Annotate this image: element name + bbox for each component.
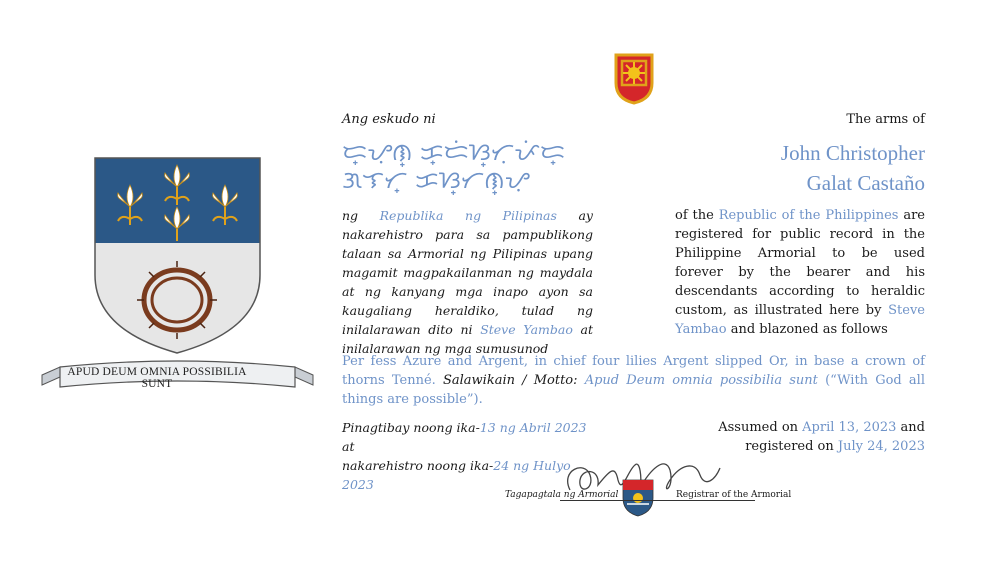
en-arms-label: The arms of bbox=[846, 112, 925, 127]
registrar-label-fil: Tagapagtala ng Armorial bbox=[505, 490, 619, 500]
republika-link[interactable]: Republika ng Pilipinas bbox=[379, 208, 557, 223]
fil-assumed-date: 13 ng Abril 2023 bbox=[479, 420, 587, 435]
baybayin-name bbox=[342, 138, 582, 198]
bearer-name-line-2: Galat Castaño bbox=[806, 171, 925, 195]
en-registered-date: July 24, 2023 bbox=[837, 439, 925, 454]
baybayin-line-2: ᜄᜎᜆ᜔ ᜃᜐ᜔ᜆᜈ᜔ᜌᜓ bbox=[342, 166, 530, 194]
registrar-label-en: Registrar of the Armorial bbox=[676, 490, 792, 500]
bearer-name bbox=[675, 138, 925, 198]
motto-label: Salawikain / Motto: bbox=[435, 373, 585, 388]
bearer-name-line-1: John Christopher bbox=[780, 141, 925, 165]
motto-translation: (“With God all things are possible”). bbox=[342, 373, 925, 407]
en-dates: Assumed on April 13, 2023 and registered on July 24, 2023 bbox=[718, 420, 925, 454]
fil-dates: Pinagtibay noong ika-13 ng Abril 2023 at nakarehistro noong ika-24 ng Hulyo 2023 bbox=[342, 420, 587, 492]
artist-link-fil[interactable]: Steve Yambao bbox=[480, 322, 573, 337]
blazon-text bbox=[342, 352, 925, 409]
registrar-signature bbox=[500, 450, 800, 520]
fil-registration-text: ng Republika ng Pilipinas ay nakarehistro para sa pampublikong talaan sa Armorial ng Pilipinas upang magamit magpakailanman ng maydala at ng kanyang mga inapo ayon sa kaugaliang heraldiko, tulad ng inilalarawan dito ni Steve Yambao at inilalarawan ng mga sumusunod bbox=[342, 208, 594, 356]
en-assumed-date: April 13, 2023 bbox=[802, 420, 897, 435]
registrar-seal-icon bbox=[623, 480, 653, 516]
signature-line bbox=[560, 500, 755, 501]
baybayin-line-1: ᜇ᜔ᜌᜓᜈ᜔ ᜃ᜔ᜇᜒᜐ᜔ᜆᜓᜉᜒᜇ᜔ bbox=[342, 138, 566, 166]
republic-link[interactable]: Republic of the Philippines bbox=[718, 208, 899, 223]
artist-link-en[interactable]: Steve Yambao bbox=[675, 303, 925, 337]
fil-arms-label: Ang eskudo ni bbox=[342, 112, 436, 127]
en-registration-text: of the Republic of the Philippines are registered for public record in the Philippine Armorial to be used forever by the bearer and his descendants according to heraldic custom, as illustrated here by Steve Yambao and blazoned as follows bbox=[675, 208, 925, 337]
philippine-armorial-emblem bbox=[614, 53, 654, 105]
motto-scroll-text: APUD DEUM OMNIA POSSIBILIA SUNT bbox=[67, 366, 247, 390]
blazon: Per fess Azure and Argent, in chief four lilies Argent slipped Or, in base a crown of thorns Tenné. bbox=[342, 354, 925, 388]
motto: Apud Deum omnia possibilia sunt bbox=[584, 373, 818, 388]
fil-registered-date: 24 ng Hulyo 2023 bbox=[342, 458, 571, 492]
